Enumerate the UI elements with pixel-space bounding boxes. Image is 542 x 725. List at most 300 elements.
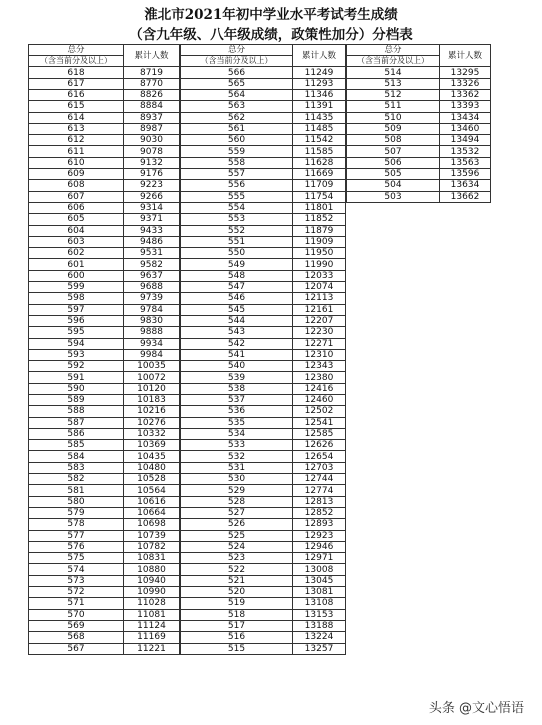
score-cell: 576 [29, 541, 124, 552]
table-row [347, 78, 491, 89]
table-row [29, 259, 180, 270]
table-row [181, 225, 346, 236]
table-row [181, 496, 346, 507]
table-row [29, 507, 180, 518]
table-row [347, 112, 491, 123]
score-cell: 610 [29, 157, 124, 168]
count-cell: 12033 [293, 270, 346, 281]
score-cell: 580 [29, 496, 124, 507]
count-cell: 11950 [293, 248, 346, 259]
table-row [181, 372, 346, 383]
score-cell: 515 [181, 643, 293, 654]
score-cell: 539 [181, 372, 293, 383]
table-row [181, 67, 346, 78]
score-table-left [28, 44, 180, 655]
table-row [29, 112, 180, 123]
score-cell: 597 [29, 304, 124, 315]
count-cell: 11852 [293, 214, 346, 225]
count-cell: 9582 [124, 259, 180, 270]
table-row [181, 417, 346, 428]
count-cell: 10880 [124, 564, 180, 575]
count-cell: 12074 [293, 282, 346, 293]
table-row [181, 214, 346, 225]
count-cell: 13393 [440, 101, 491, 112]
score-cell: 521 [181, 575, 293, 586]
score-cell: 572 [29, 587, 124, 598]
count-cell: 11169 [124, 632, 180, 643]
table-row [181, 135, 346, 146]
score-cell: 575 [29, 553, 124, 564]
count-cell: 10120 [124, 383, 180, 394]
count-cell: 11124 [124, 620, 180, 631]
table-row [29, 180, 180, 191]
count-cell: 11249 [293, 67, 346, 78]
count-cell: 11709 [293, 180, 346, 191]
table-row [181, 338, 346, 349]
table-row [181, 530, 346, 541]
score-cell: 551 [181, 236, 293, 247]
count-cell: 9223 [124, 180, 180, 191]
score-cell: 534 [181, 428, 293, 439]
count-cell: 11485 [293, 123, 346, 134]
score-subheader: （含当前分及以上） [29, 56, 124, 67]
count-cell: 12654 [293, 451, 346, 462]
score-cell: 611 [29, 146, 124, 157]
score-cell: 552 [181, 225, 293, 236]
table-row [347, 191, 491, 202]
score-cell: 584 [29, 451, 124, 462]
score-cell: 527 [181, 507, 293, 518]
count-cell: 11585 [293, 146, 346, 157]
table-row [29, 157, 180, 168]
count-cell: 11435 [293, 112, 346, 123]
score-cell: 510 [347, 112, 440, 123]
score-cell: 555 [181, 191, 293, 202]
score-cell: 518 [181, 609, 293, 620]
score-cell: 577 [29, 530, 124, 541]
table-row [29, 530, 180, 541]
count-cell: 10739 [124, 530, 180, 541]
count-header: 累计人数 [293, 45, 346, 67]
count-cell: 12310 [293, 349, 346, 360]
count-header: 累计人数 [440, 45, 491, 67]
count-cell: 8987 [124, 123, 180, 134]
table-row [181, 394, 346, 405]
table-row [181, 248, 346, 259]
table-row [181, 474, 346, 485]
table-row [29, 123, 180, 134]
table-row [181, 440, 346, 451]
count-cell: 12703 [293, 462, 346, 473]
table-row [29, 496, 180, 507]
count-cell: 9176 [124, 169, 180, 180]
table-row [29, 349, 180, 360]
score-cell: 607 [29, 191, 124, 202]
count-cell: 11293 [293, 78, 346, 89]
table-row [181, 406, 346, 417]
score-cell: 522 [181, 564, 293, 575]
table-row [29, 553, 180, 564]
count-cell: 11542 [293, 135, 346, 146]
table-row [181, 293, 346, 304]
score-cell: 601 [29, 259, 124, 270]
count-cell: 9888 [124, 327, 180, 338]
count-cell: 11628 [293, 157, 346, 168]
table-row [29, 236, 180, 247]
count-cell: 10183 [124, 394, 180, 405]
score-cell: 531 [181, 462, 293, 473]
score-cell: 513 [347, 78, 440, 89]
score-cell: 508 [347, 135, 440, 146]
score-cell: 550 [181, 248, 293, 259]
table-row [347, 101, 491, 112]
score-cell: 565 [181, 78, 293, 89]
table-row [29, 394, 180, 405]
count-cell: 11669 [293, 169, 346, 180]
count-cell: 8719 [124, 67, 180, 78]
count-cell: 13434 [440, 112, 491, 123]
count-cell: 9688 [124, 282, 180, 293]
score-cell: 537 [181, 394, 293, 405]
score-cell: 596 [29, 315, 124, 326]
score-table-right [346, 44, 491, 203]
table-row [181, 169, 346, 180]
score-cell: 574 [29, 564, 124, 575]
score-cell: 520 [181, 587, 293, 598]
table-row [181, 507, 346, 518]
count-cell: 10276 [124, 417, 180, 428]
table-row [347, 169, 491, 180]
score-cell: 511 [347, 101, 440, 112]
count-cell: 11391 [293, 101, 346, 112]
score-cell: 589 [29, 394, 124, 405]
score-cell: 566 [181, 67, 293, 78]
score-cell: 598 [29, 293, 124, 304]
count-cell: 12541 [293, 417, 346, 428]
table-row [29, 146, 180, 157]
score-cell: 532 [181, 451, 293, 462]
table-row [181, 620, 346, 631]
count-cell: 13563 [440, 157, 491, 168]
score-cell: 557 [181, 169, 293, 180]
count-cell: 9830 [124, 315, 180, 326]
score-cell: 549 [181, 259, 293, 270]
count-cell: 12416 [293, 383, 346, 394]
count-cell: 11346 [293, 89, 346, 100]
score-cell: 604 [29, 225, 124, 236]
count-cell: 9531 [124, 248, 180, 259]
table-row [29, 519, 180, 530]
table-row [181, 78, 346, 89]
count-cell: 13108 [293, 598, 346, 609]
score-cell: 504 [347, 180, 440, 191]
count-cell: 11754 [293, 191, 346, 202]
score-cell: 571 [29, 598, 124, 609]
score-cell: 602 [29, 248, 124, 259]
count-cell: 9314 [124, 202, 180, 213]
table-row [29, 620, 180, 631]
score-subheader: （含当前分及以上） [347, 56, 440, 67]
count-cell: 10035 [124, 361, 180, 372]
score-cell: 588 [29, 406, 124, 417]
table-row [29, 169, 180, 180]
count-cell: 13081 [293, 587, 346, 598]
score-cell: 519 [181, 598, 293, 609]
count-cell: 9371 [124, 214, 180, 225]
table-row [181, 451, 346, 462]
count-cell: 9433 [124, 225, 180, 236]
score-cell: 594 [29, 338, 124, 349]
table-row [181, 327, 346, 338]
table-row [29, 327, 180, 338]
count-cell: 11028 [124, 598, 180, 609]
count-cell: 12230 [293, 327, 346, 338]
score-cell: 546 [181, 293, 293, 304]
score-cell: 603 [29, 236, 124, 247]
table-row [29, 485, 180, 496]
table-row [29, 575, 180, 586]
score-cell: 506 [347, 157, 440, 168]
count-cell: 9132 [124, 157, 180, 168]
score-cell: 553 [181, 214, 293, 225]
score-cell: 591 [29, 372, 124, 383]
page-subtitle: （含九年级、八年级成绩，政策性加分）分档表 [129, 27, 413, 43]
score-cell: 535 [181, 417, 293, 428]
count-cell: 12343 [293, 361, 346, 372]
count-cell: 8770 [124, 78, 180, 89]
table-row [29, 361, 180, 372]
score-table-middle [180, 44, 346, 655]
score-cell: 568 [29, 632, 124, 643]
count-cell: 12852 [293, 507, 346, 518]
table-row [29, 587, 180, 598]
table-row [29, 315, 180, 326]
score-cell: 582 [29, 474, 124, 485]
table-row [181, 462, 346, 473]
table-row [181, 587, 346, 598]
score-cell: 609 [29, 169, 124, 180]
count-cell: 12207 [293, 315, 346, 326]
count-cell: 8884 [124, 101, 180, 112]
table-row [29, 78, 180, 89]
table-row [181, 146, 346, 157]
count-cell: 12460 [293, 394, 346, 405]
score-cell: 533 [181, 440, 293, 451]
score-cell: 529 [181, 485, 293, 496]
table-row [29, 67, 180, 78]
count-cell: 12585 [293, 428, 346, 439]
table-row [29, 383, 180, 394]
table-row [347, 180, 491, 191]
table-row [29, 541, 180, 552]
count-cell: 12271 [293, 338, 346, 349]
count-cell: 8826 [124, 89, 180, 100]
count-cell: 10940 [124, 575, 180, 586]
table-row [29, 417, 180, 428]
count-cell: 13188 [293, 620, 346, 631]
table-row [29, 440, 180, 451]
table-row [181, 361, 346, 372]
table-row [181, 349, 346, 360]
table-row [347, 135, 491, 146]
table-row [29, 564, 180, 575]
count-cell: 10664 [124, 507, 180, 518]
table-row [347, 157, 491, 168]
table-row [181, 553, 346, 564]
count-cell: 12813 [293, 496, 346, 507]
count-cell: 9266 [124, 191, 180, 202]
score-header: 总分 [347, 45, 440, 56]
table-row [181, 202, 346, 213]
table-row [29, 248, 180, 259]
count-cell: 10616 [124, 496, 180, 507]
score-cell: 512 [347, 89, 440, 100]
table-row [29, 293, 180, 304]
score-cell: 608 [29, 180, 124, 191]
count-cell: 13596 [440, 169, 491, 180]
watermark: 头条 @文心悟语 [425, 696, 528, 717]
count-cell: 10782 [124, 541, 180, 552]
table-row [29, 270, 180, 281]
table-row [29, 632, 180, 643]
table-row [181, 123, 346, 134]
count-cell: 13634 [440, 180, 491, 191]
score-cell: 615 [29, 101, 124, 112]
table-row [29, 89, 180, 100]
score-cell: 612 [29, 135, 124, 146]
table-row [181, 101, 346, 112]
score-cell: 503 [347, 191, 440, 202]
table-row [347, 89, 491, 100]
score-cell: 585 [29, 440, 124, 451]
count-cell: 13224 [293, 632, 346, 643]
score-cell: 616 [29, 89, 124, 100]
table-row [29, 372, 180, 383]
count-cell: 10072 [124, 372, 180, 383]
count-cell: 12774 [293, 485, 346, 496]
score-cell: 613 [29, 123, 124, 134]
count-cell: 13045 [293, 575, 346, 586]
score-cell: 573 [29, 575, 124, 586]
score-cell: 567 [29, 643, 124, 654]
score-cell: 569 [29, 620, 124, 631]
score-cell: 559 [181, 146, 293, 157]
table-row [29, 214, 180, 225]
score-header: 总分 [29, 45, 124, 56]
score-cell: 561 [181, 123, 293, 134]
score-cell: 558 [181, 157, 293, 168]
table-row [29, 282, 180, 293]
count-cell: 10369 [124, 440, 180, 451]
score-cell: 543 [181, 327, 293, 338]
table-row [181, 191, 346, 202]
score-cell: 505 [347, 169, 440, 180]
score-cell: 548 [181, 270, 293, 281]
score-cell: 570 [29, 609, 124, 620]
count-cell: 11909 [293, 236, 346, 247]
score-cell: 564 [181, 89, 293, 100]
table-row [181, 383, 346, 394]
count-cell: 10528 [124, 474, 180, 485]
table-row [29, 202, 180, 213]
table-row [181, 236, 346, 247]
count-cell: 12380 [293, 372, 346, 383]
page-title: 淮北市2021年初中学业水平考试考生成绩 [144, 7, 398, 23]
table-row [181, 575, 346, 586]
count-cell: 13153 [293, 609, 346, 620]
count-cell: 10480 [124, 462, 180, 473]
table-row [181, 485, 346, 496]
table-row [181, 282, 346, 293]
count-cell: 9486 [124, 236, 180, 247]
count-cell: 13257 [293, 643, 346, 654]
table-row [347, 146, 491, 157]
count-cell: 10332 [124, 428, 180, 439]
score-cell: 595 [29, 327, 124, 338]
count-cell: 11879 [293, 225, 346, 236]
count-cell: 10698 [124, 519, 180, 530]
count-cell: 10564 [124, 485, 180, 496]
table-row [181, 89, 346, 100]
score-cell: 525 [181, 530, 293, 541]
count-cell: 12971 [293, 553, 346, 564]
score-cell: 540 [181, 361, 293, 372]
score-cell: 524 [181, 541, 293, 552]
score-cell: 526 [181, 519, 293, 530]
count-cell: 13460 [440, 123, 491, 134]
score-cell: 547 [181, 282, 293, 293]
score-cell: 554 [181, 202, 293, 213]
count-cell: 13295 [440, 67, 491, 78]
table-row [181, 428, 346, 439]
count-cell: 8937 [124, 112, 180, 123]
table-row [29, 428, 180, 439]
count-cell: 12113 [293, 293, 346, 304]
table-row [181, 315, 346, 326]
table-row [29, 462, 180, 473]
count-header: 累计人数 [124, 45, 180, 67]
count-cell: 9030 [124, 135, 180, 146]
score-subheader: （含当前分及以上） [181, 56, 293, 67]
count-cell: 12502 [293, 406, 346, 417]
table-row [29, 643, 180, 654]
score-cell: 545 [181, 304, 293, 315]
table-row [29, 101, 180, 112]
count-cell: 9984 [124, 349, 180, 360]
score-cell: 583 [29, 462, 124, 473]
table-row [181, 519, 346, 530]
table-row [181, 632, 346, 643]
score-cell: 578 [29, 519, 124, 530]
count-cell: 12893 [293, 519, 346, 530]
count-cell: 9739 [124, 293, 180, 304]
count-cell: 9784 [124, 304, 180, 315]
count-cell: 12161 [293, 304, 346, 315]
score-cell: 516 [181, 632, 293, 643]
score-cell: 528 [181, 496, 293, 507]
table-row [29, 406, 180, 417]
count-cell: 11801 [293, 202, 346, 213]
table-row [181, 157, 346, 168]
count-cell: 10216 [124, 406, 180, 417]
score-cell: 606 [29, 202, 124, 213]
score-cell: 605 [29, 214, 124, 225]
table-row [29, 135, 180, 146]
score-cell: 592 [29, 361, 124, 372]
count-cell: 13326 [440, 78, 491, 89]
score-cell: 523 [181, 553, 293, 564]
count-cell: 13008 [293, 564, 346, 575]
